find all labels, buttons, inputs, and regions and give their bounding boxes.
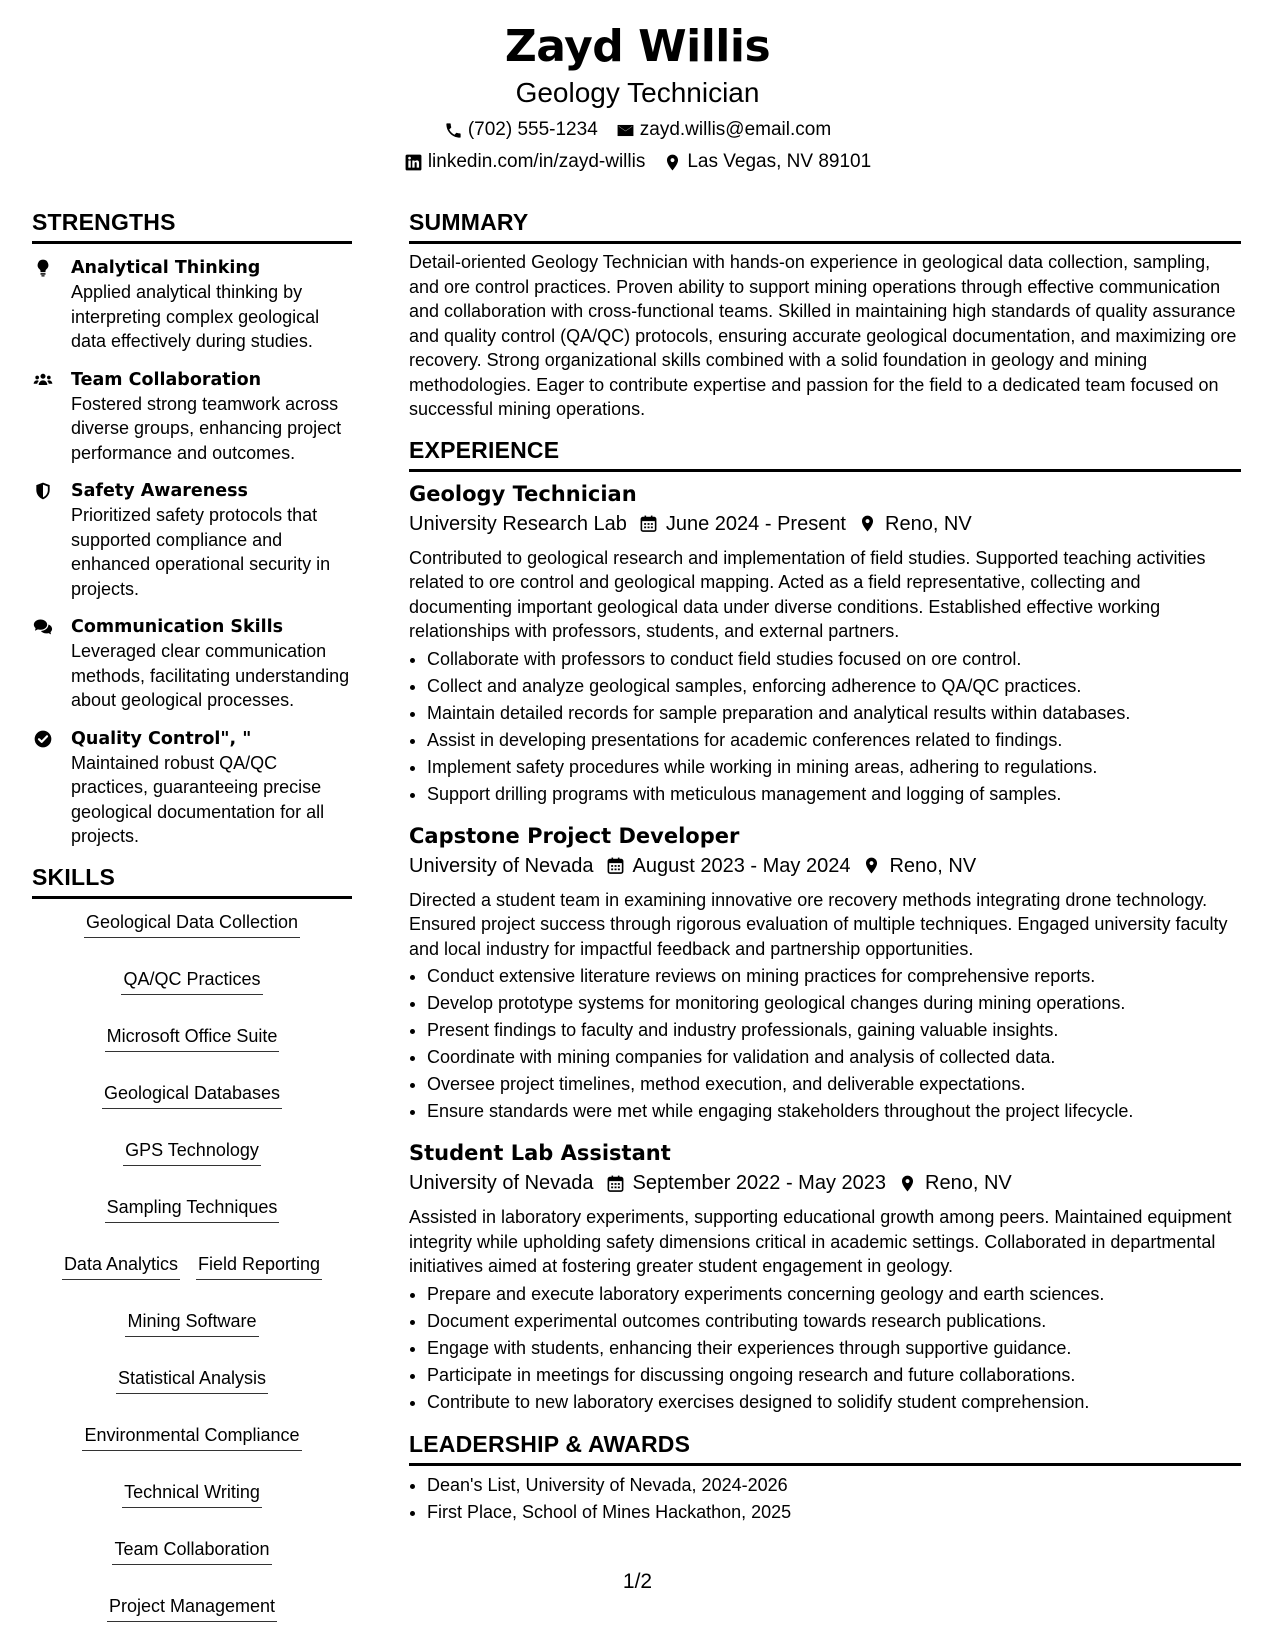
right-column xyxy=(409,208,1241,1526)
strength-description: Fostered strong teamwork across diverse groups, enhancing project performance and outcomes. xyxy=(71,393,342,463)
linkedin-text: linkedin.com/in/zayd-willis xyxy=(427,151,646,172)
job-dates-text: June 2024 - Present xyxy=(665,512,846,535)
strength-item xyxy=(32,368,352,466)
location-contact xyxy=(663,150,871,174)
strength-title: Quality Control", " xyxy=(71,728,252,749)
list-item: • Collect and analyze geological samples, enforcing adherence to QA/QC practices. xyxy=(427,673,1241,700)
skill-tag: Field Reporting xyxy=(196,1251,322,1280)
strength-item xyxy=(32,479,352,601)
skill-tag: Team Collaboration xyxy=(112,1536,271,1565)
job-location-text: Reno, NV xyxy=(885,512,972,535)
list-item: • Implement safety procedures while working in mining areas, adhering to regulations. xyxy=(427,754,1241,781)
job-title: Geology Technician xyxy=(409,481,637,506)
strength-description: Maintained robust QA/QC practices, guaranteeing precise geological documentation for all projects. xyxy=(71,752,325,846)
skill-tag: GPS Technology xyxy=(123,1137,261,1166)
list-item: • First Place, School of Mines Hackathon, 2025 xyxy=(427,1499,1241,1526)
shield-icon xyxy=(32,481,54,501)
check-circle-icon xyxy=(32,729,54,749)
strengths-list xyxy=(32,256,352,849)
job-description: Directed a student team in examining innovative ore recovery methods integrating drone technology. Ensured project success through rigorous evaluation of multiple techniques. Engaged university faculty and local industry for impactful feedback and partnership opportunities. xyxy=(409,889,1228,959)
map-pin-icon xyxy=(663,153,682,172)
skill-tag: Statistical Analysis xyxy=(116,1365,268,1394)
leadership-list xyxy=(409,1472,1241,1526)
comments-icon xyxy=(32,617,54,637)
summary-heading: SUMMARY xyxy=(409,208,1241,244)
job-organization: University Research Lab xyxy=(409,512,627,535)
job-entry xyxy=(409,822,1241,1126)
job-title: Capstone Project Developer xyxy=(409,823,740,848)
map-pin-icon xyxy=(858,514,877,533)
job-organization: University of Nevada xyxy=(409,854,594,877)
strengths-section xyxy=(32,208,352,849)
job-meta xyxy=(409,510,1241,538)
list-item: • Participate in meetings for discussing ongoing research and future collaborations. xyxy=(427,1362,1241,1389)
phone-icon xyxy=(444,121,463,140)
strengths-heading: STRENGTHS xyxy=(32,208,352,244)
job-location xyxy=(858,510,972,538)
job-organization: University of Nevada xyxy=(409,1172,594,1194)
job-bullets xyxy=(409,963,1241,1125)
resume-header xyxy=(0,18,1275,174)
job-description: Assisted in laboratory experiments, supporting educational growth among peers. Maintained equipment integrity while upholding safety dimensions critical in academic settings. Collaborated in departmental initiatives aimed at fostering greater student engagement in geology. xyxy=(409,1207,1232,1276)
list-item: • Present findings to faculty and industry professionals, gaining valuable insights. xyxy=(427,1017,1241,1044)
strength-description: Prioritized safety protocols that supported compliance and enhanced operational security in projects. xyxy=(71,505,331,599)
calendar-icon xyxy=(606,1174,625,1193)
job-location-text: Reno, NV xyxy=(889,854,977,877)
job-meta xyxy=(409,852,1241,880)
job-location-text: Reno, NV xyxy=(925,1172,1012,1194)
skill-tag: Sampling Techniques xyxy=(105,1194,280,1223)
job-location xyxy=(898,1169,1012,1197)
skill-tag: QA/QC Practices xyxy=(121,966,262,995)
list-item: • Support drilling programs with meticulous management and logging of samples. xyxy=(427,781,1241,808)
job-dates-text: September 2022 - May 2023 xyxy=(632,1172,887,1194)
phone-text: (702) 555-1234 xyxy=(467,119,598,140)
email-text: zayd.willis@email.com xyxy=(639,119,832,140)
summary-section xyxy=(409,208,1241,422)
job-meta xyxy=(409,1169,1241,1197)
list-item: • Oversee project timelines, method execution, and deliverable expectations. xyxy=(427,1071,1241,1098)
list-item: • Engage with students, enhancing their experiences through supportive guidance. xyxy=(427,1335,1241,1362)
phone-contact[interactable] xyxy=(444,118,598,142)
left-column xyxy=(32,208,352,1622)
skill-tag: Microsoft Office Suite xyxy=(105,1023,280,1052)
skill-tag: Geological Data Collection xyxy=(84,909,300,938)
leadership-heading: LEADERSHIP & AWARDS xyxy=(409,1430,1241,1466)
candidate-name: Zayd Willis xyxy=(504,21,771,72)
job-title: Student Lab Assistant xyxy=(409,1141,671,1165)
strength-title: Team Collaboration xyxy=(71,369,262,390)
experience-section xyxy=(409,436,1241,1416)
job-dates xyxy=(606,852,851,880)
list-item: • Prepare and execute laboratory experiments concerning geology and earth sciences. xyxy=(427,1281,1241,1308)
skill-tag: Geological Databases xyxy=(102,1080,282,1109)
map-pin-icon xyxy=(898,1174,917,1193)
experience-heading: EXPERIENCE xyxy=(409,436,1241,472)
skills-heading: SKILLS xyxy=(32,863,352,899)
list-item: • Assist in developing presentations for academic conferences related to findings. xyxy=(427,727,1241,754)
list-item: • Coordinate with mining companies for validation and analysis of collected data. xyxy=(427,1044,1241,1071)
location-text: Las Vegas, NV 89101 xyxy=(687,151,872,172)
skill-tag: Mining Software xyxy=(125,1308,258,1337)
envelope-icon xyxy=(616,121,635,140)
contact-line-2 xyxy=(0,150,1275,174)
list-item: • Maintain detailed records for sample preparation and analytical results within databases. xyxy=(427,700,1241,727)
summary-text: Detail-oriented Geology Technician with hands-on experience in geological data collection, sampling, and ore control practices. Proven ability to support mining operations through effective communication and collaboration with cross-functional teams. Skilled in maintaining high standards of quality assurance and quality control (QA/QC) protocols, ensuring accurate geological documentation, and maximizing ore recovery. Strong organizational skills combined with a solid foundation in geology and mining methodologies. Eager to contribute expertise and passion for the field to a dedicated team focused on successful mining operations. xyxy=(409,252,1237,419)
skills-list xyxy=(32,909,352,1622)
strength-title: Analytical Thinking xyxy=(71,258,261,278)
strength-title: Safety Awareness xyxy=(71,481,248,501)
strength-description: Applied analytical thinking by interpreting complex geological data effectively during studies. xyxy=(71,282,320,351)
calendar-icon xyxy=(639,514,658,533)
list-item: • Collaborate with professors to conduct field studies focused on ore control. xyxy=(427,646,1241,673)
calendar-icon xyxy=(606,856,625,875)
job-location xyxy=(862,852,976,880)
leadership-section xyxy=(409,1430,1241,1526)
list-item: • Develop prototype systems for monitoring geological changes during mining operations. xyxy=(427,990,1241,1017)
users-icon xyxy=(32,370,54,390)
skill-tag: Data Analytics xyxy=(62,1251,180,1280)
job-dates xyxy=(606,1169,887,1197)
linkedin-contact[interactable] xyxy=(404,150,646,174)
contact-line-1 xyxy=(0,118,1275,142)
page-number: 1/2 xyxy=(622,1570,653,1593)
job-dates-text: August 2023 - May 2024 xyxy=(632,854,851,877)
strength-item xyxy=(32,256,352,354)
job-description: Contributed to geological research and implementation of field studies. Supported teaching activities related to ore control and geological mapping. Acted as a field representative, collecting and documenting important geological data under diverse conditions. Established effective working relationships with professors, students, and external partners. xyxy=(409,547,1206,641)
strength-item xyxy=(32,615,352,713)
linkedin-icon xyxy=(404,153,423,172)
job-dates xyxy=(639,510,846,538)
skill-tag: Technical Writing xyxy=(122,1479,262,1508)
list-item: • Conduct extensive literature reviews on mining practices for comprehensive reports. xyxy=(427,963,1241,990)
job-entry xyxy=(409,1139,1241,1416)
list-item: • Document experimental outcomes contributing towards research publications. xyxy=(427,1308,1241,1335)
list-item: • Ensure standards were met while engaging stakeholders throughout the project lifecycle. xyxy=(427,1098,1241,1125)
skills-section xyxy=(32,863,352,1622)
email-contact[interactable] xyxy=(616,118,831,142)
strength-item xyxy=(32,727,352,849)
map-pin-icon xyxy=(862,856,881,875)
job-bullets xyxy=(409,1281,1241,1416)
candidate-title: Geology Technician xyxy=(515,77,760,108)
list-item: • Contribute to new laboratory exercises designed to solidify student comprehension. xyxy=(427,1389,1241,1416)
strength-title: Communication Skills xyxy=(71,617,284,637)
job-entry xyxy=(409,480,1241,808)
strength-description: Leveraged clear communication methods, facilitating understanding about geological processes. xyxy=(71,641,350,710)
lightbulb-icon xyxy=(32,258,54,278)
skill-tag: Project Management xyxy=(107,1593,277,1622)
job-bullets xyxy=(409,646,1241,808)
skill-tag: Environmental Compliance xyxy=(82,1422,301,1451)
list-item: • Dean's List, University of Nevada, 2024-2026 xyxy=(427,1472,1241,1499)
